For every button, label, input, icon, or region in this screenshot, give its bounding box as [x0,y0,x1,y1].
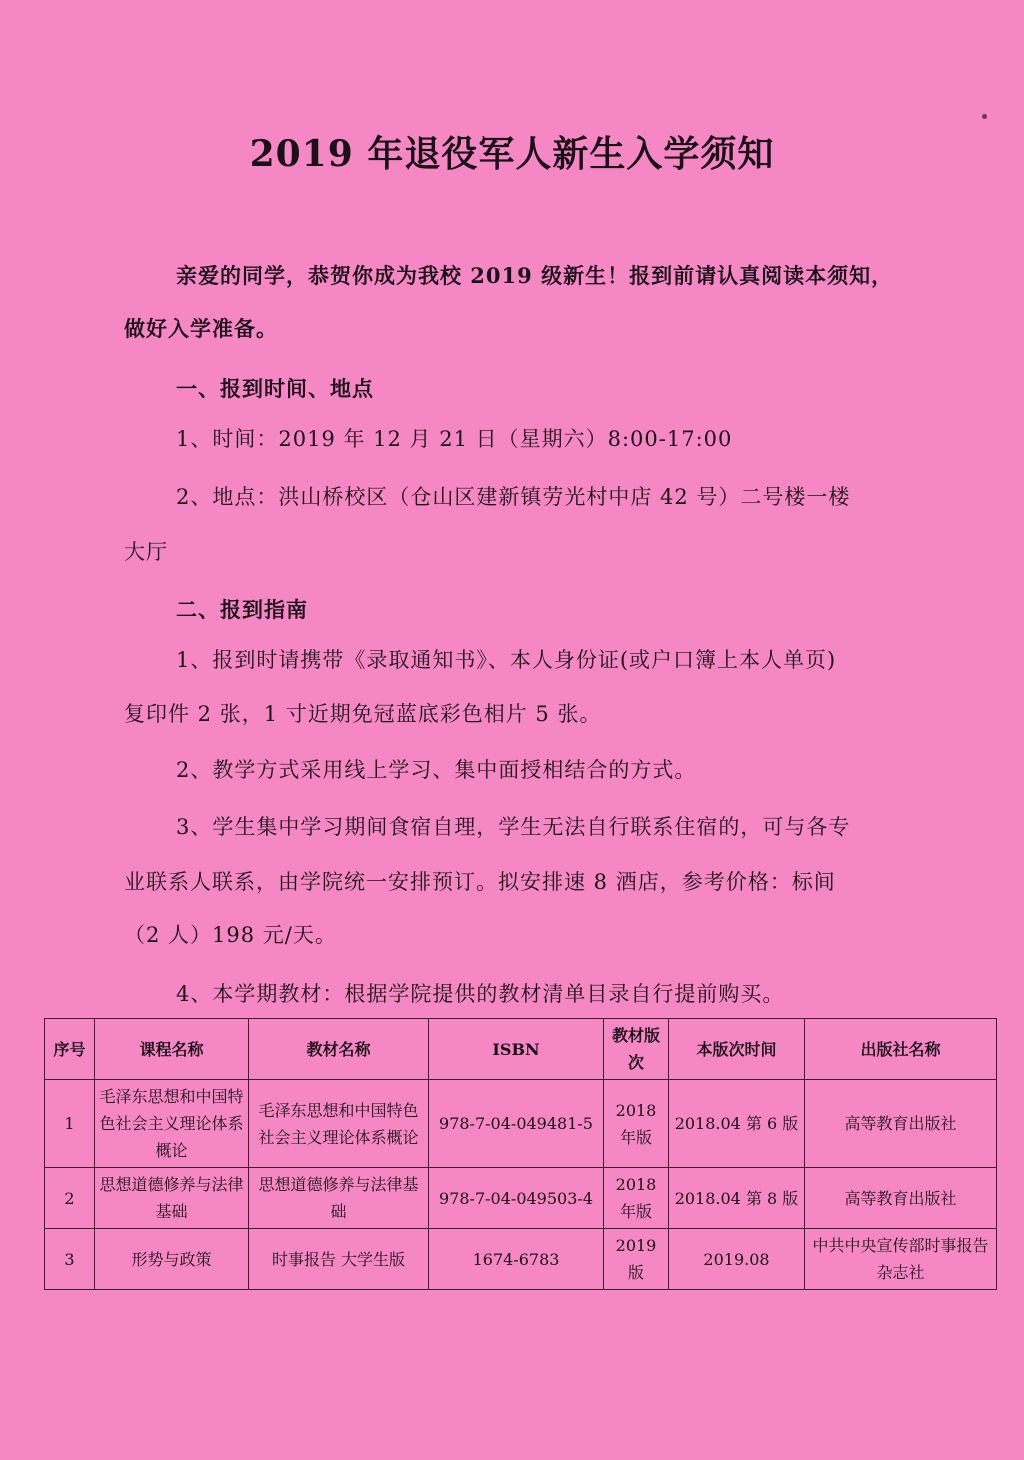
textbook-table [44,1018,997,1290]
table-row [45,1168,997,1229]
cell-edition: 2018 年版 [604,1168,669,1229]
section-2-item-4: 4、本学期教材：根据学院提供的教材清单目录自行提前购买。 [176,982,785,1006]
cell-course: 毛泽东思想和中国特色社会主义理论体系概论 [95,1080,249,1168]
cell-edition: 2019 版 [604,1229,669,1290]
cell-isbn: 978-7-04-049481-5 [429,1080,604,1168]
cell-publisher: 高等教育出版社 [805,1168,997,1229]
header-publisher: 出版社名称 [805,1019,997,1080]
cell-edition-time: 2018.04 第 6 版 [669,1080,805,1168]
section-1-item-2-line-2: 大厅 [124,540,168,564]
section-2-item-3-line-1: 3、学生集中学习期间食宿自理，学生无法自行联系住宿的，可与各专 [176,815,851,839]
cell-textbook: 思想道德修养与法律基础 [249,1168,429,1229]
cell-textbook: 毛泽东思想和中国特色社会主义理论体系概论 [249,1080,429,1168]
cell-publisher: 高等教育出版社 [805,1080,997,1168]
header-no: 序号 [45,1019,95,1080]
scan-speck [982,114,987,119]
section-1-item-1: 1、时间：2019 年 12 月 21 日（星期六）8:00-17:00 [176,427,733,451]
section-2-heading: 二、报到指南 [176,597,308,622]
cell-isbn: 978-7-04-049503-4 [429,1168,604,1229]
intro-line-1: 亲爱的同学，恭贺你成为我校 2019 级新生！报到前请认真阅读本须知， [176,263,894,288]
section-2-item-3-line-3: （2 人）198 元/天。 [124,923,337,947]
cell-edition: 2018 年版 [604,1080,669,1168]
section-2-item-2: 2、教学方式采用线上学习、集中面授相结合的方式。 [176,758,697,782]
cell-edition-time: 2018.04 第 8 版 [669,1168,805,1229]
page-title: 2019 年退役军人新生入学须知 [249,133,775,175]
header-course: 课程名称 [95,1019,249,1080]
cell-course: 思想道德修养与法律基础 [95,1168,249,1229]
cell-textbook: 时事报告 大学生版 [249,1229,429,1290]
section-2-item-1-line-2: 复印件 2 张，1 寸近期免冠蓝底彩色相片 5 张。 [124,702,602,726]
table-header-row [45,1019,997,1080]
section-2-item-1-line-1: 1、报到时请携带《录取通知书》、本人身份证(或户口簿上本人单页) [176,648,837,672]
intro-line-2: 做好入学准备。 [124,316,278,341]
cell-publisher: 中共中央宣传部时事报告杂志社 [805,1229,997,1290]
header-edition: 教材版次 [604,1019,669,1080]
cell-course: 形势与政策 [95,1229,249,1290]
header-edition-time: 本版次时间 [669,1019,805,1080]
table-row [45,1080,997,1168]
table-row [45,1229,997,1290]
cell-no: 2 [45,1168,95,1229]
cell-no: 3 [45,1229,95,1290]
header-textbook: 教材名称 [249,1019,429,1080]
section-1-item-2-line-1: 2、地点：洪山桥校区（仓山区建新镇劳光村中店 42 号）二号楼一楼 [176,485,851,509]
cell-edition-time: 2019.08 [669,1229,805,1290]
cell-isbn: 1674-6783 [429,1229,604,1290]
section-1-heading: 一、报到时间、地点 [176,376,374,401]
section-2-item-3-line-2: 业联系人联系，由学院统一安排预订。拟安排速 8 酒店，参考价格：标间 [124,870,836,894]
header-isbn: ISBN [429,1019,604,1080]
cell-no: 1 [45,1080,95,1168]
